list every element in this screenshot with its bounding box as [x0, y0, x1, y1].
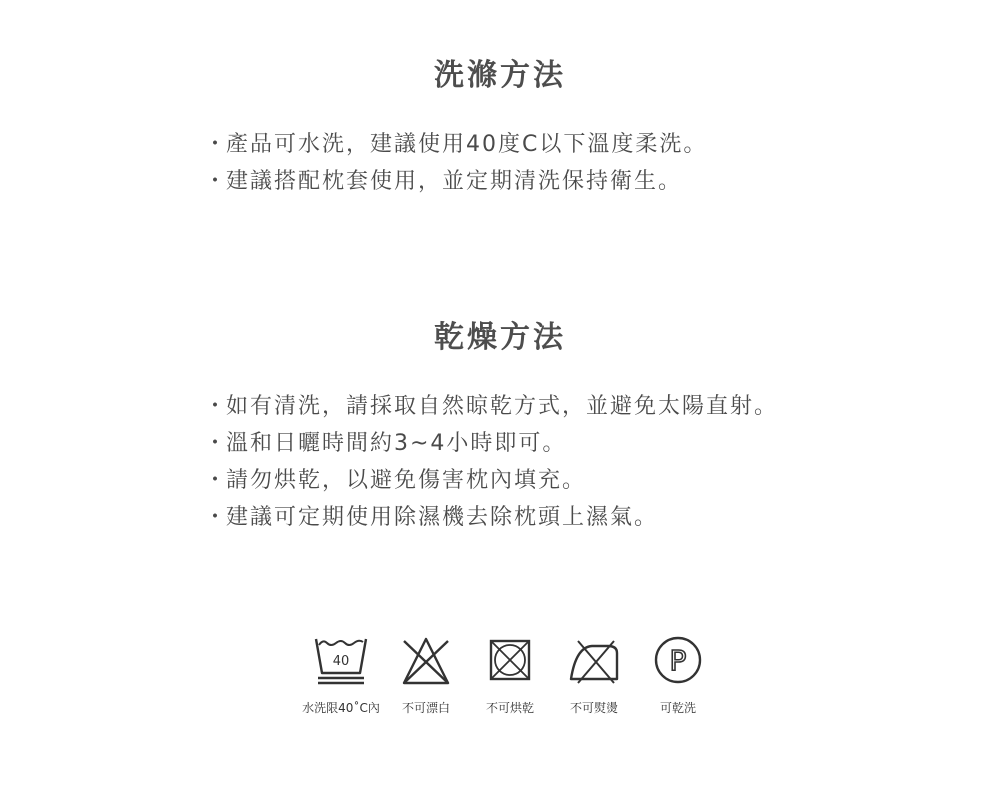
bullet: ・ — [204, 468, 229, 493]
bullet: ・ — [204, 505, 229, 530]
list-item — [200, 462, 778, 499]
care-symbols — [0, 633, 1000, 723]
wash-40-icon — [311, 633, 371, 687]
list-item-text: 溫和日曬時間約3~4小時即可。 — [226, 431, 567, 456]
list-item — [200, 388, 778, 425]
drying-list — [200, 388, 778, 536]
care-item-dry-clean — [628, 633, 728, 716]
care-label: 不可烘乾 — [485, 701, 534, 715]
washing-title: 洗滌方法 — [434, 58, 566, 93]
list-item-text: 如有清洗，請採取自然晾乾方式，並避免太陽直射。 — [226, 394, 779, 419]
list-item-text: 產品可水洗，建議使用40度C以下溫度柔洗。 — [226, 132, 708, 157]
drying-title: 乾燥方法 — [434, 320, 566, 355]
list-item-text: 建議可定期使用除濕機去除枕頭上濕氣。 — [226, 505, 659, 530]
bullet: ・ — [204, 394, 229, 419]
wash-temp-text: 40 — [332, 654, 350, 669]
bullet: ・ — [204, 169, 229, 194]
care-label: 不可熨燙 — [569, 701, 618, 715]
list-item — [200, 126, 707, 163]
list-item — [200, 425, 778, 462]
list-item-text: 建議搭配枕套使用，並定期清洗保持衛生。 — [226, 169, 683, 194]
no-bleach-icon — [396, 633, 456, 687]
bullet: ・ — [204, 132, 229, 157]
dry-clean-p-icon — [648, 633, 708, 687]
care-label: 水洗限40˚C內 — [302, 701, 380, 715]
care-label: 可乾洗 — [659, 701, 696, 715]
care-label: 不可漂白 — [401, 701, 450, 715]
list-item — [200, 163, 707, 200]
no-tumble-dry-icon — [480, 633, 540, 687]
no-iron-icon — [564, 633, 624, 687]
dry-clean-letter: P — [669, 644, 687, 677]
list-item — [200, 499, 778, 536]
washing-list — [200, 126, 707, 200]
bullet: ・ — [204, 431, 229, 456]
list-item-text: 請勿烘乾，以避免傷害枕內填充。 — [226, 468, 587, 493]
